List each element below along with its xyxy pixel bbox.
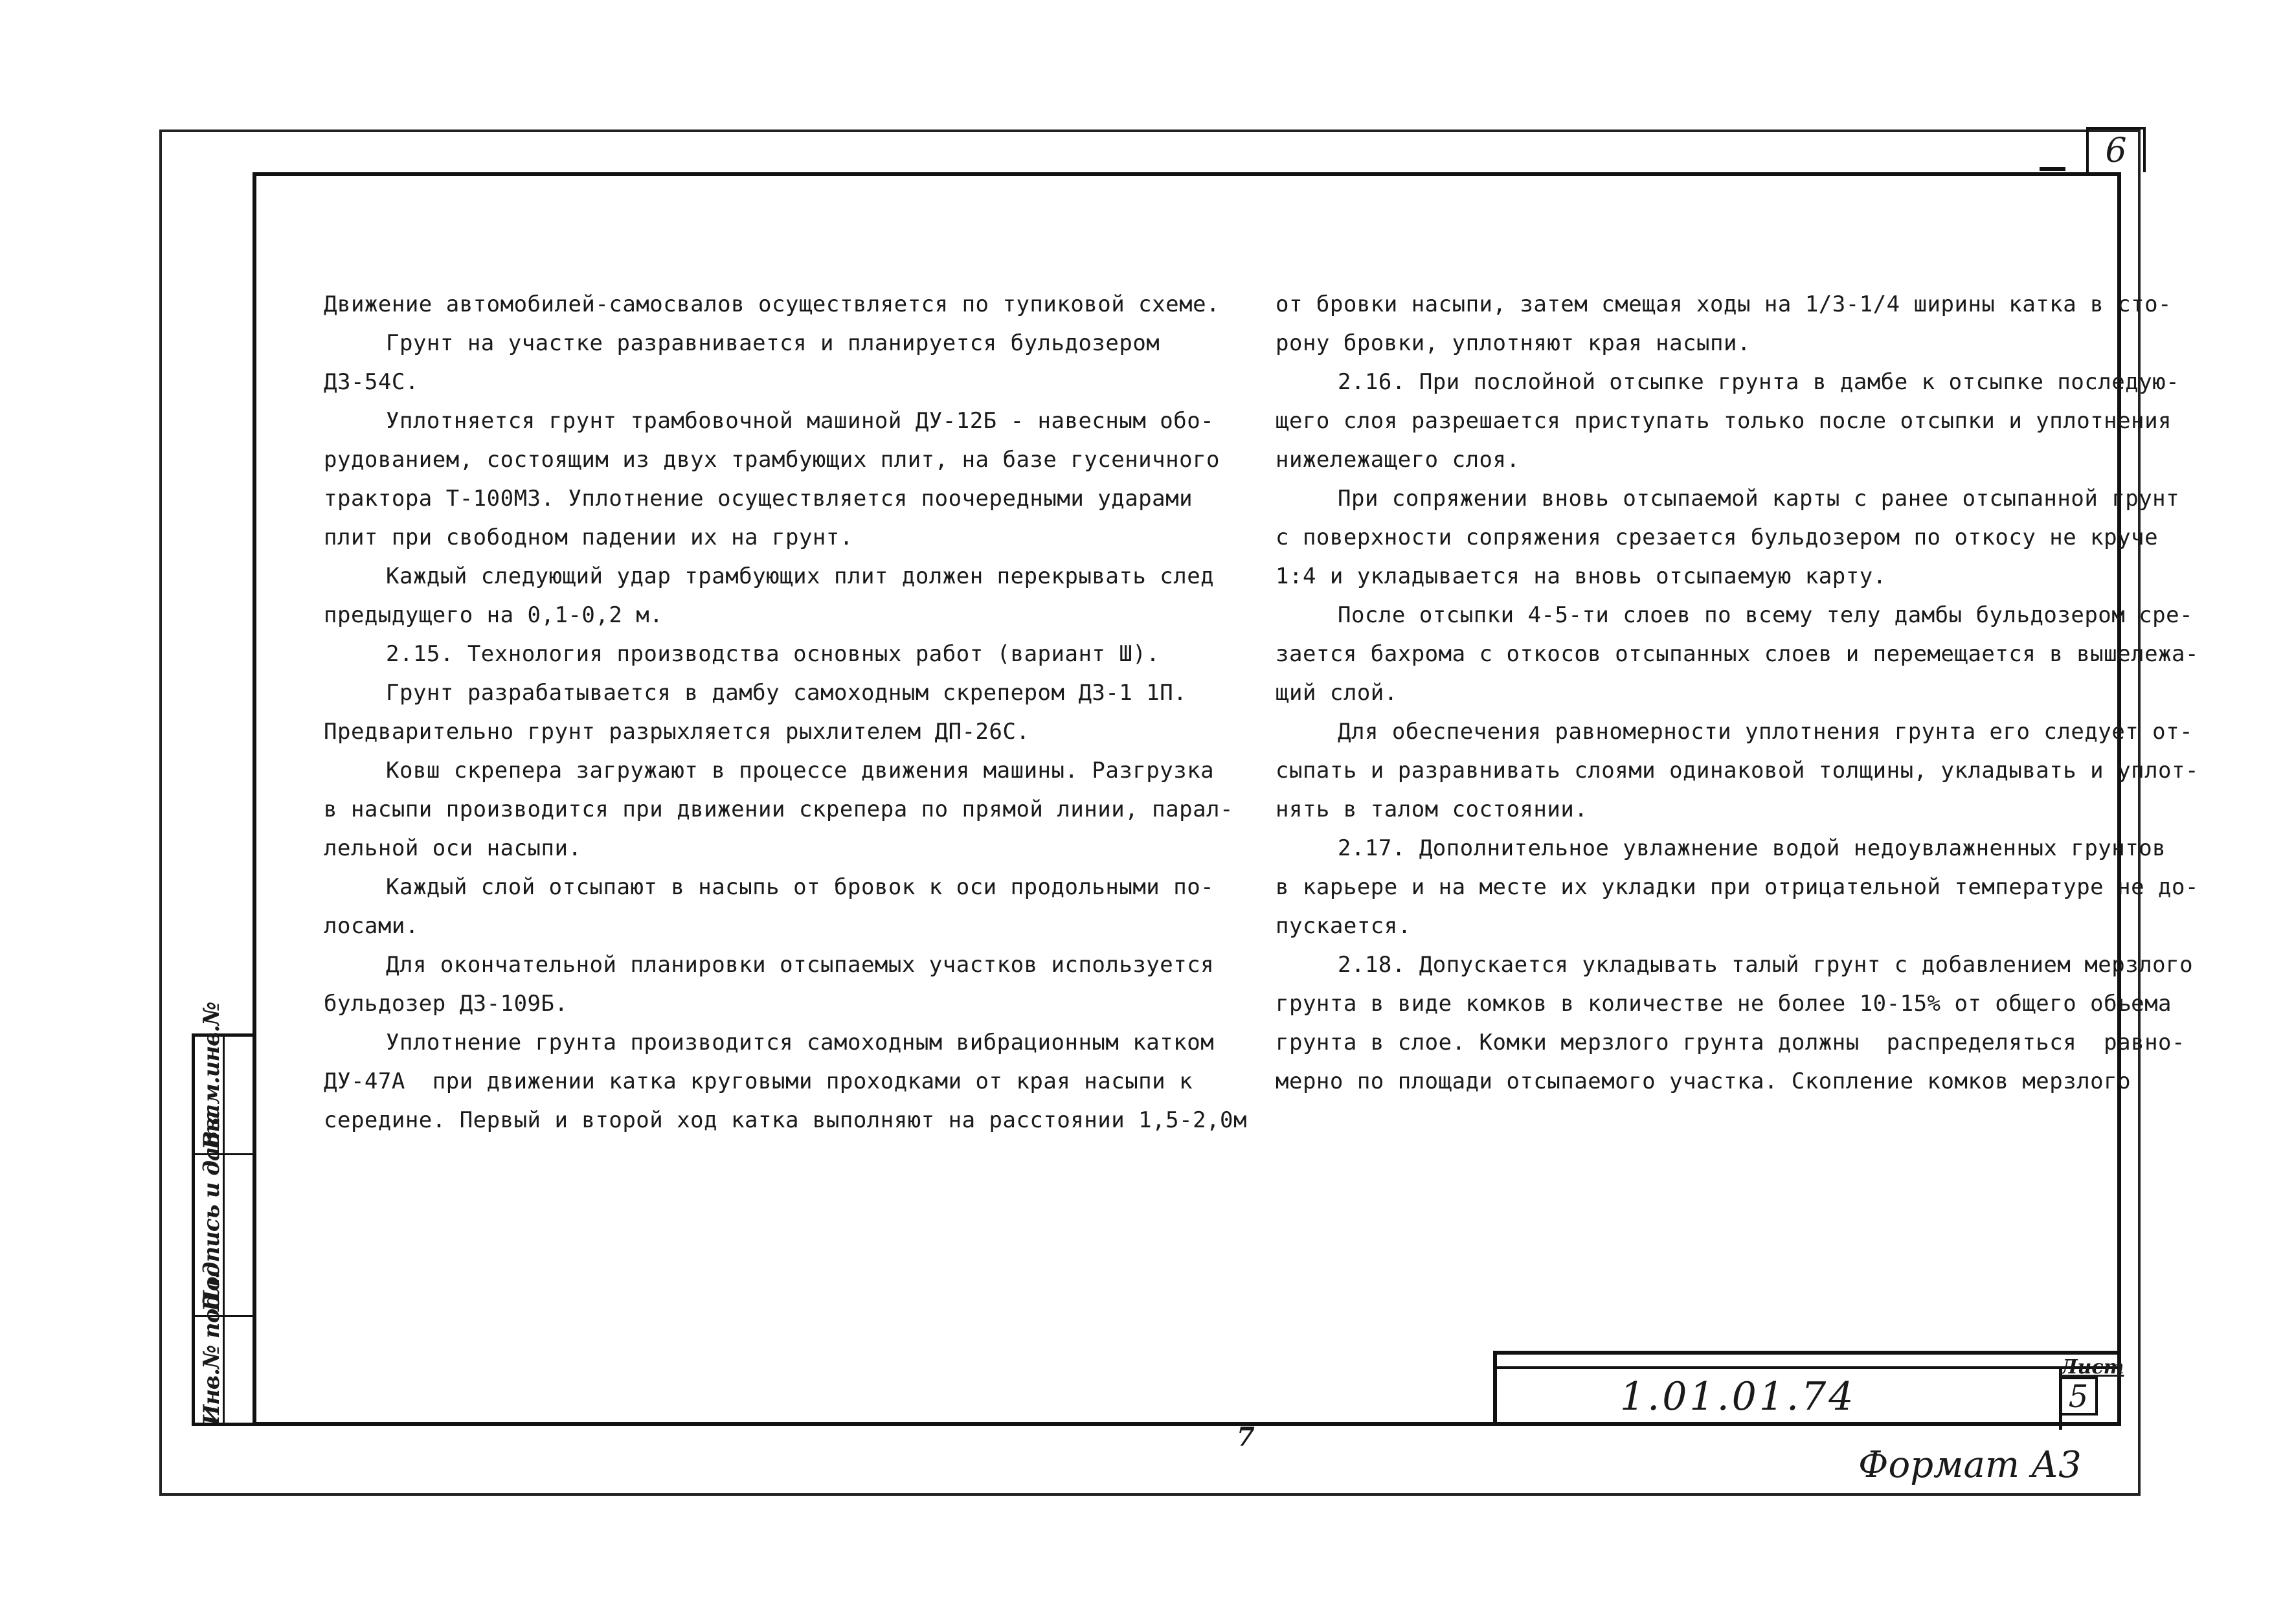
text-line: сыпать и разравнивать слоями одинаковой толщины, укладывать и уплот- — [1276, 758, 2199, 784]
side-stamp-replace-label: Взам.инв.№ — [199, 1002, 225, 1149]
side-stamp-divider — [225, 1315, 253, 1317]
side-stamp-labels — [195, 1002, 225, 1425]
title-block-line — [1497, 1366, 2121, 1369]
text-line: Каждый слой отсыпают в насыпь от бровок к оси продольными по- — [386, 874, 1215, 900]
side-stamp-signature-label: Подпись и дата — [199, 1111, 225, 1311]
sheet-number-top: 6 — [2086, 127, 2146, 172]
text-column-right — [1276, 285, 2199, 1101]
text-line: После отсыпки 4-5-ти слоев по всему телу дамбы бульдозером сре- — [1338, 602, 2194, 628]
text-line: ДУ-47А при движении катка круговыми проходками от края насыпи к — [324, 1068, 1193, 1094]
text-line: грунта в слое. Комки мерзлого грунта должны распределяться равно- — [1276, 1030, 2185, 1055]
text-line: плит при свободном падении их на грунт. — [324, 524, 853, 550]
text-line: с поверхности сопряжения срезается бульдозером по откосу не круче — [1276, 524, 2159, 550]
text-line: пускается. — [1276, 913, 1411, 939]
text-line: в насыпи производится при движении скрепера по прямой линии, парал- — [324, 796, 1233, 822]
side-stamp-inv-label: Инв.№ подл. — [199, 1272, 225, 1425]
paper-format: Формат А3 — [1858, 1444, 2082, 1486]
side-stamp-values — [225, 1037, 253, 1423]
text-line: Каждый следующий удар трамбующих плит должен перекрывать след — [386, 563, 1215, 589]
text-line: 2.17. Дополнительное увлажнение водой недоувлажненных грунтов — [1338, 835, 2166, 861]
page-number: 7 — [1237, 1422, 1255, 1452]
text-line: середине. Первый и второй ход катка выполняют на расстоянии 1,5-2,0м — [324, 1107, 1247, 1133]
text-line: Движение автомобилей-самосвалов осуществляется по тупиковой схеме. — [324, 291, 1220, 317]
text-line: мерно по площади отсыпаемого участка. Скопление комков мерзлого — [1276, 1068, 2131, 1094]
sheet-label: Лист — [2060, 1356, 2124, 1379]
text-line: Предварительно грунт разрыхляется рыхлителем ДП-26С. — [324, 719, 1030, 745]
text-line: Уплотняется грунт трамбовочной машиной ДУ-12Б - навесным обо- — [386, 408, 1215, 434]
text-line: Для окончательной планировки отсыпаемых участков используется — [386, 952, 1215, 978]
text-line: зается бахрома с откосов отсыпанных слоев и перемещается в вышележа- — [1276, 641, 2199, 667]
text-line: ДЗ-54С. — [324, 369, 419, 395]
text-line: лельной оси насыпи. — [324, 835, 582, 861]
text-line: трактора Т-100МЗ. Уплотнение осуществляется поочередными ударами — [324, 486, 1193, 512]
text-line: нижележащего слоя. — [1276, 447, 1520, 473]
document-code: 1.01.01.74 — [1620, 1374, 1856, 1419]
text-line: в карьере и на месте их укладки при отрицательной температуре не до- — [1276, 874, 2199, 900]
text-line: Для обеспечения равномерности уплотнения грунта его следует от- — [1338, 719, 2194, 745]
text-line: Грунт разрабатывается в дамбу самоходным скрепером ДЗ-1 1П. — [386, 680, 1187, 706]
text-line: рудованием, состоящим из двух трамбующих плит, на базе гусеничного — [324, 447, 1220, 473]
text-line: бульдозер ДЗ-109Б. — [324, 991, 568, 1017]
text-line: щего слоя разрешается приступать только после отсыпки и уплотнения — [1276, 408, 2172, 434]
text-line: рону бровки, уплотняют края насыпи. — [1276, 330, 1751, 356]
side-stamp — [192, 1002, 253, 1426]
text-line: Ковш скрепера загружают в процессе движения машины. Разгрузка — [386, 758, 1215, 784]
title-block — [1493, 1351, 2121, 1426]
text-line: При сопряжении вновь отсыпаемой карты с ранее отсыпанной грунт — [1338, 486, 2180, 512]
text-line: 1:4 и укладывается на вновь отсыпаемую карту. — [1276, 563, 1887, 589]
sheet-number-bottom: 5 — [2059, 1377, 2098, 1415]
text-line: 2.16. При послойной отсыпке грунта в дамбе к отсыпке последую- — [1338, 369, 2180, 395]
text-line: щий слой. — [1276, 680, 1398, 706]
text-line: Грунт на участке разравнивается и планируется бульдозером — [386, 330, 1160, 356]
text-line: лосами. — [324, 913, 419, 939]
text-line: Уплотнение грунта производится самоходным вибрационным катком — [386, 1030, 1215, 1055]
text-column-left — [324, 285, 1247, 1140]
text-line: от бровки насыпи, затем смещая ходы на 1/3-1/4 ширины катка в сто- — [1276, 291, 2172, 317]
text-line: нять в талом состоянии. — [1276, 796, 1588, 822]
text-line: 2.18. Допускается укладывать талый грунт с добавлением мерзлого — [1338, 952, 2194, 978]
side-stamp-divider — [225, 1153, 253, 1155]
text-line: 2.15. Технология производства основных работ (вариант Ш). — [386, 641, 1160, 667]
frame-tick — [2040, 167, 2065, 171]
text-line: грунта в виде комков в количестве не более 10-15% от общего объема — [1276, 991, 2172, 1017]
text-line: предыдущего на 0,1-0,2 м. — [324, 602, 664, 628]
